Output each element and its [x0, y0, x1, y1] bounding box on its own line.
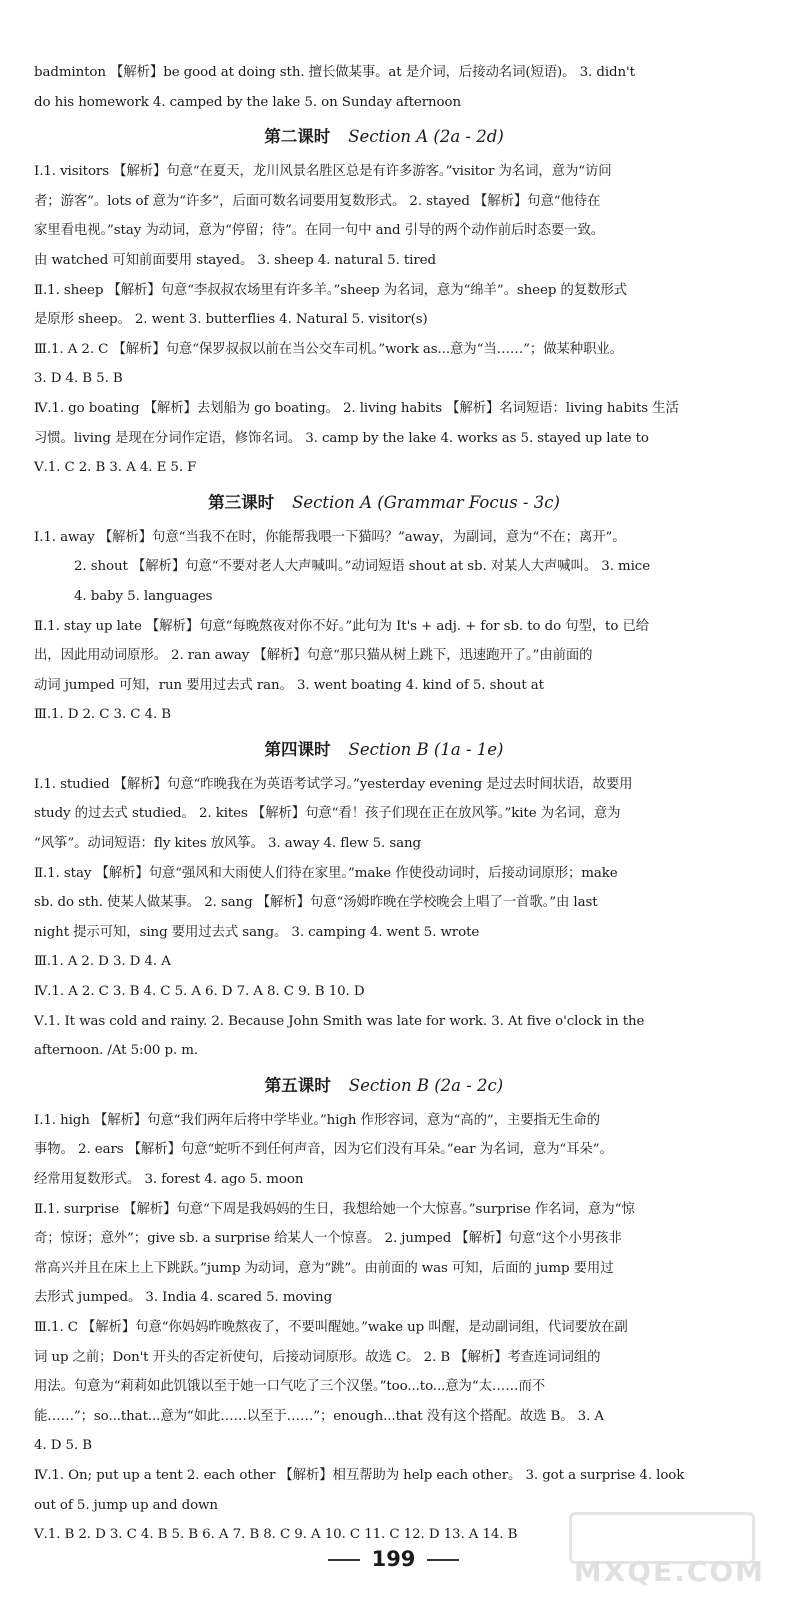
answer-line: 词 up 之前；Don't 开头的否定祈使句，后接动词原形。故选 C。 2. B 【解析】考查连词词组的: [34, 1349, 601, 1365]
answer-line: Ⅰ.1. high 【解析】句意“我们两年后将中学毕业。”high 作形容词，意为“高的”，主要指无生命的: [34, 1112, 600, 1128]
lesson-heading: [34, 730, 734, 770]
answer-line: 去形式 jumped。 3. India 4. scared 5. moving: [34, 1290, 333, 1306]
lesson-section: Section A (2a - 2d): [348, 127, 504, 147]
lesson-section: Section B (1a - 1e): [348, 739, 504, 759]
answer-line: afternoon. /At 5:00 p. m.: [34, 1043, 198, 1059]
answer-line: 由 watched 可知前面要用 stayed。 3. sheep 4. natural 5. tired: [34, 252, 436, 268]
lesson-heading: [34, 117, 734, 157]
answer-line: 动词 jumped 可知，run 要用过去式 ran。 3. went boating 4. kind of 5. shout at: [34, 677, 544, 693]
lesson-heading: [34, 1066, 734, 1106]
watermark-text: MXQE.COM: [573, 1555, 765, 1588]
answer-line: Ⅴ.1. C 2. B 3. A 4. E 5. F: [34, 460, 197, 476]
answer-line: night 提示可知，sing 要用过去式 sang。 3. camping 4. went 5. wrote: [34, 924, 480, 940]
answer-line: 用法。句意为“莉莉如此饥饿以至于她一口气吃了三个汉堡。”too...to...意为“太……而不: [34, 1379, 546, 1395]
page-number: 199: [371, 1547, 416, 1571]
answer-line: Ⅰ.1. away 【解析】句意“当我不在时，你能帮我喂一下猫吗？”away，为副词，意为“不在；离开”。: [34, 529, 626, 545]
answer-line: badminton 【解析】be good at doing sth. 擅长做某事。at 是介词，后接动名词(短语)。 3. didn't: [34, 65, 635, 80]
answer-line: 出，因此用动词原形。 2. ran away 【解析】句意“那只猫从树上跳下，迅速跑开了。”由前面的: [34, 648, 593, 664]
answer-line: 是原形 sheep。 2. went 3. butterflies 4. Natural 5. visitor(s): [34, 312, 428, 328]
answer-line: 4. baby 5. languages: [74, 588, 213, 604]
answer-line: 能……”；so...that...意为“如此……以至于……”；enough...that 没有这个搭配。故选 B。 3. A: [34, 1408, 604, 1424]
answer-line: Ⅲ.1. D 2. C 3. C 4. B: [34, 707, 172, 723]
answer-page: [34, 58, 734, 1550]
answer-line: “风筝”。动词短语：fly kites 放风筝。 3. away 4. flew 5. sang: [34, 836, 422, 852]
answer-line: Ⅰ.1. studied 【解析】句意“昨晚我在为英语考试学习。”yesterday evening 是过去时间状语，故要用: [34, 776, 633, 792]
lesson-section: Section B (2a - 2c): [348, 1075, 504, 1095]
lesson-section: Section A (Grammar Focus - 3c): [292, 492, 560, 512]
answer-line: 经常用复数形式。 3. forest 4. ago 5. moon: [34, 1172, 304, 1187]
answer-line: 3. D 4. B 5. B: [34, 371, 123, 387]
answer-line: Ⅴ.1. B 2. D 3. C 4. B 5. B 6. A 7. B 8. C 9. A 10. C 11. C 12. D 13. A 14. B: [34, 1527, 518, 1543]
answer-line: Ⅳ.1. On; put up a tent 2. each other 【解析】相互帮助为 help each other。 3. got a surprise 4. look: [34, 1467, 685, 1483]
lesson-title: 第二课时: [264, 127, 331, 147]
lesson-title: 第三课时: [208, 492, 275, 512]
answer-line: Ⅳ.1. A 2. C 3. B 4. C 5. A 6. D 7. A 8. C 9. B 10. D: [34, 984, 365, 1000]
answer-line: Ⅱ.1. surprise 【解析】句意“下周是我妈妈的生日，我想给她一个大惊喜。”surprise 作名词，意为“惊: [34, 1201, 635, 1217]
answer-line: out of 5. jump up and down: [34, 1497, 218, 1513]
answer-line: sb. do sth. 使某人做某事。 2. sang 【解析】句意“汤姆昨晚在学校晚会上唱了一首歌。”由 last: [34, 895, 598, 911]
answer-line: 家里看电视。”stay 为动词，意为“停留；待”。在同一句中 and 引导的两个动作前后时态要一致。: [34, 223, 605, 239]
answer-line: Ⅲ.1. C 【解析】句意“你妈妈昨晚熬夜了，不要叫醒她。”wake up 叫醒，是动副词组，代词要放在副: [34, 1319, 628, 1335]
lesson-title: 第四课时: [264, 739, 331, 759]
answer-line: Ⅱ.1. stay 【解析】句意“强风和大雨使人们待在家里。”make 作使役动词时，后接动词原形；make: [34, 865, 618, 881]
answer-line: Ⅳ.1. go boating 【解析】去划船为 go boating。 2. living habits 【解析】名词短语：living habits 生活: [34, 400, 679, 416]
answer-line: 事物。 2. ears 【解析】句意“蛇听不到任何声音，因为它们没有耳朵。”ear 为名词，意为“耳朵”。: [34, 1142, 613, 1158]
answer-line: 习惯。living 是现在分词作定语，修饰名词。 3. camp by the lake 4. works as 5. stayed up late to: [34, 430, 649, 446]
answer-line: Ⅲ.1. A 2. D 3. D 4. A: [34, 954, 171, 970]
answer-line: 4. D 5. B: [34, 1438, 92, 1454]
answer-line: 奇；惊讶；意外”；give sb. a surprise 给某人一个惊喜。 2. jumped 【解析】句意“这个小男孩非: [34, 1231, 622, 1247]
answer-line: Ⅴ.1. It was cold and rainy. 2. Because John Smith was late for work. 3. At five o'clock in the: [34, 1013, 645, 1029]
answer-line: Ⅱ.1. stay up late 【解析】句意“每晚熬夜对你不好。”此句为 It's + adj. + for sb. to do 句型，to 已给: [34, 618, 650, 634]
answer-line: Ⅲ.1. A 2. C 【解析】句意“保罗叔叔以前在当公交车司机。”work as...意为“当……”；做某种职业。: [34, 341, 623, 357]
answer-line: 2. shout 【解析】句意“不要对老人大声喊叫。”动词短语 shout at sb. 对某人大声喊叫。 3. mice: [74, 559, 651, 575]
answer-line: 常高兴并且在床上上下跳跃。”jump 为动词，意为“跳”。由前面的 was 可知，后面的 jump 要用过: [34, 1260, 614, 1276]
answer-line: 者；游客”。lots of 意为“许多”，后面可数名词要用复数形式。 2. stayed 【解析】句意“他待在: [34, 193, 601, 209]
answer-line: do his homework 4. camped by the lake 5. on Sunday afternoon: [34, 94, 461, 110]
answer-line: Ⅰ.1. visitors 【解析】句意“在夏天，龙川风景名胜区总是有许多游客。”visitor 为名词，意为“访问: [34, 164, 612, 180]
footer-dash-right: [427, 1559, 459, 1561]
answer-line: study 的过去式 studied。 2. kites 【解析】句意“看！孩子们现在正在放风筝。”kite 为名词，意为: [34, 806, 621, 822]
footer-dash-left: [328, 1559, 360, 1561]
lesson-title: 第五课时: [264, 1075, 331, 1095]
lesson-heading: [34, 483, 734, 523]
watermark: [565, 1512, 775, 1592]
answer-line: Ⅱ.1. sheep 【解析】句意“李叔叔农场里有许多羊。”sheep 为名词，意为“绵羊”。sheep 的复数形式: [34, 282, 627, 298]
